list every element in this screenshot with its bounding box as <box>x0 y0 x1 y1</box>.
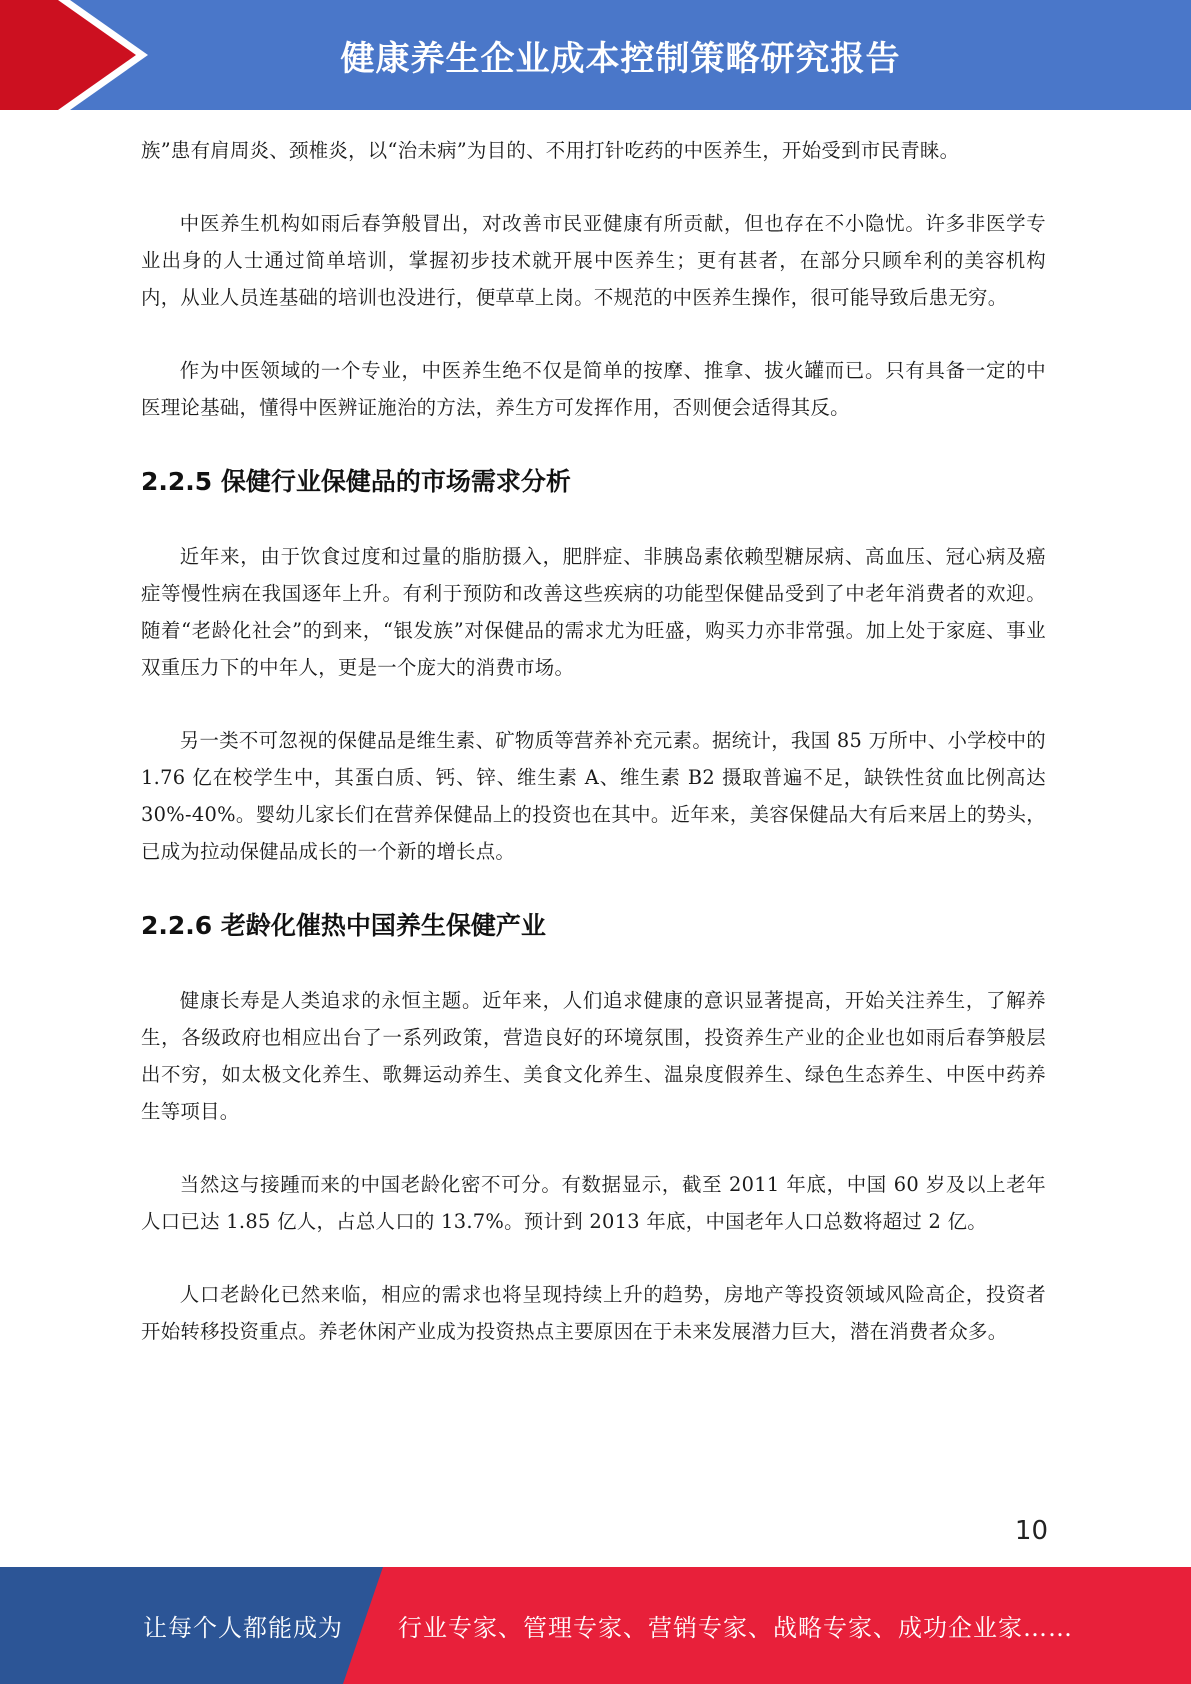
document-body <box>141 132 1046 1386</box>
paragraph: 作为中医领域的一个专业，中医养生绝不仅是简单的按摩、推拿、拔火罐而已。只有具备一定的中医理论基础，懂得中医辨证施治的方法，养生方可发挥作用，否则便会适得其反。 <box>141 359 1046 419</box>
paragraph: 当然这与接踵而来的中国老龄化密不可分。有数据显示，截至 2011 年底，中国 60 岁及以上老年人口已达 1.85 亿人，占总人口的 13.7%。预计到 2013 年底，中国老年人口总数将超过 2 亿。 <box>141 1173 1046 1233</box>
paragraph: 近年来，由于饮食过度和过量的脂肪摄入，肥胖症、非胰岛素依赖型糖尿病、高血压、冠心病及癌症等慢性病在我国逐年上升。有利于预防和改善这些疾病的功能型保健品受到了中老年消费者的欢迎。随着“老龄化社会”的到来，“银发族”对保健品的需求尤为旺盛，购买力亦非常强。加上处于家庭、事业双重压力下的中年人，更是一个庞大的消费市场。 <box>141 545 1046 679</box>
report-title: 健康养生企业成本控制策略研究报告 <box>340 38 901 79</box>
page-footer <box>0 1567 1191 1684</box>
footer-slogan-right: 行业专家、管理专家、营销专家、战略专家、成功企业家…… <box>398 1614 1073 1642</box>
footer-slogan-left: 让每个人都能成为 <box>143 1614 343 1642</box>
paragraph: 健康长寿是人类追求的永恒主题。近年来，人们追求健康的意识显著提高，开始关注养生，了解养生，各级政府也相应出台了一系列政策，营造良好的环境氛围，投资养生产业的企业也如雨后春笋般层出不穷，如太极文化养生、歌舞运动养生、美食文化养生、温泉度假养生、绿色生态养生、中医中药养生等项目。 <box>141 989 1046 1123</box>
paragraph: 另一类不可忽视的保健品是维生素、矿物质等营养补充元素。据统计，我国 85 万所中、小学校中的 1.76 亿在校学生中，其蛋白质、钙、锌、维生素 A、维生素 B2 摄取普遍不足，缺铁性贫血比例高达 30%-40%。婴幼儿家长们在营养保健品上的投资也在其中。近年来，美容保健品大有后来居上的势头，已成为拉动保健品成长的一个新的增长点。 <box>141 729 1046 863</box>
header-chevron-decoration <box>0 0 160 110</box>
paragraph: 中医养生机构如雨后春笋般冒出，对改善市民亚健康有所贡献，但也存在不小隐忧。许多非医学专业出身的人士通过简单培训，掌握初步技术就开展中医养生；更有甚者，在部分只顾牟利的美容机构内，从业人员连基础的培训也没进行，便草草上岗。不规范的中医养生操作，很可能导致后患无穷。 <box>141 212 1046 309</box>
page-header <box>0 0 1191 110</box>
section-heading-2-2-6: 2.2.6 老龄化催热中国养生保健产业 <box>141 911 546 940</box>
paragraph-continued: 族”患有肩周炎、颈椎炎，以“治未病”为目的、不用打针吃药的中医养生，开始受到市民青睐。 <box>141 139 960 162</box>
paragraph: 人口老龄化已然来临，相应的需求也将呈现持续上升的趋势，房地产等投资领域风险高企，投资者开始转移投资重点。养老休闲产业成为投资热点主要原因在于未来发展潜力巨大，潜在消费者众多。 <box>141 1283 1046 1343</box>
page-number: 10 <box>1014 1516 1048 1546</box>
section-heading-2-2-5: 2.2.5 保健行业保健品的市场需求分析 <box>141 467 571 496</box>
